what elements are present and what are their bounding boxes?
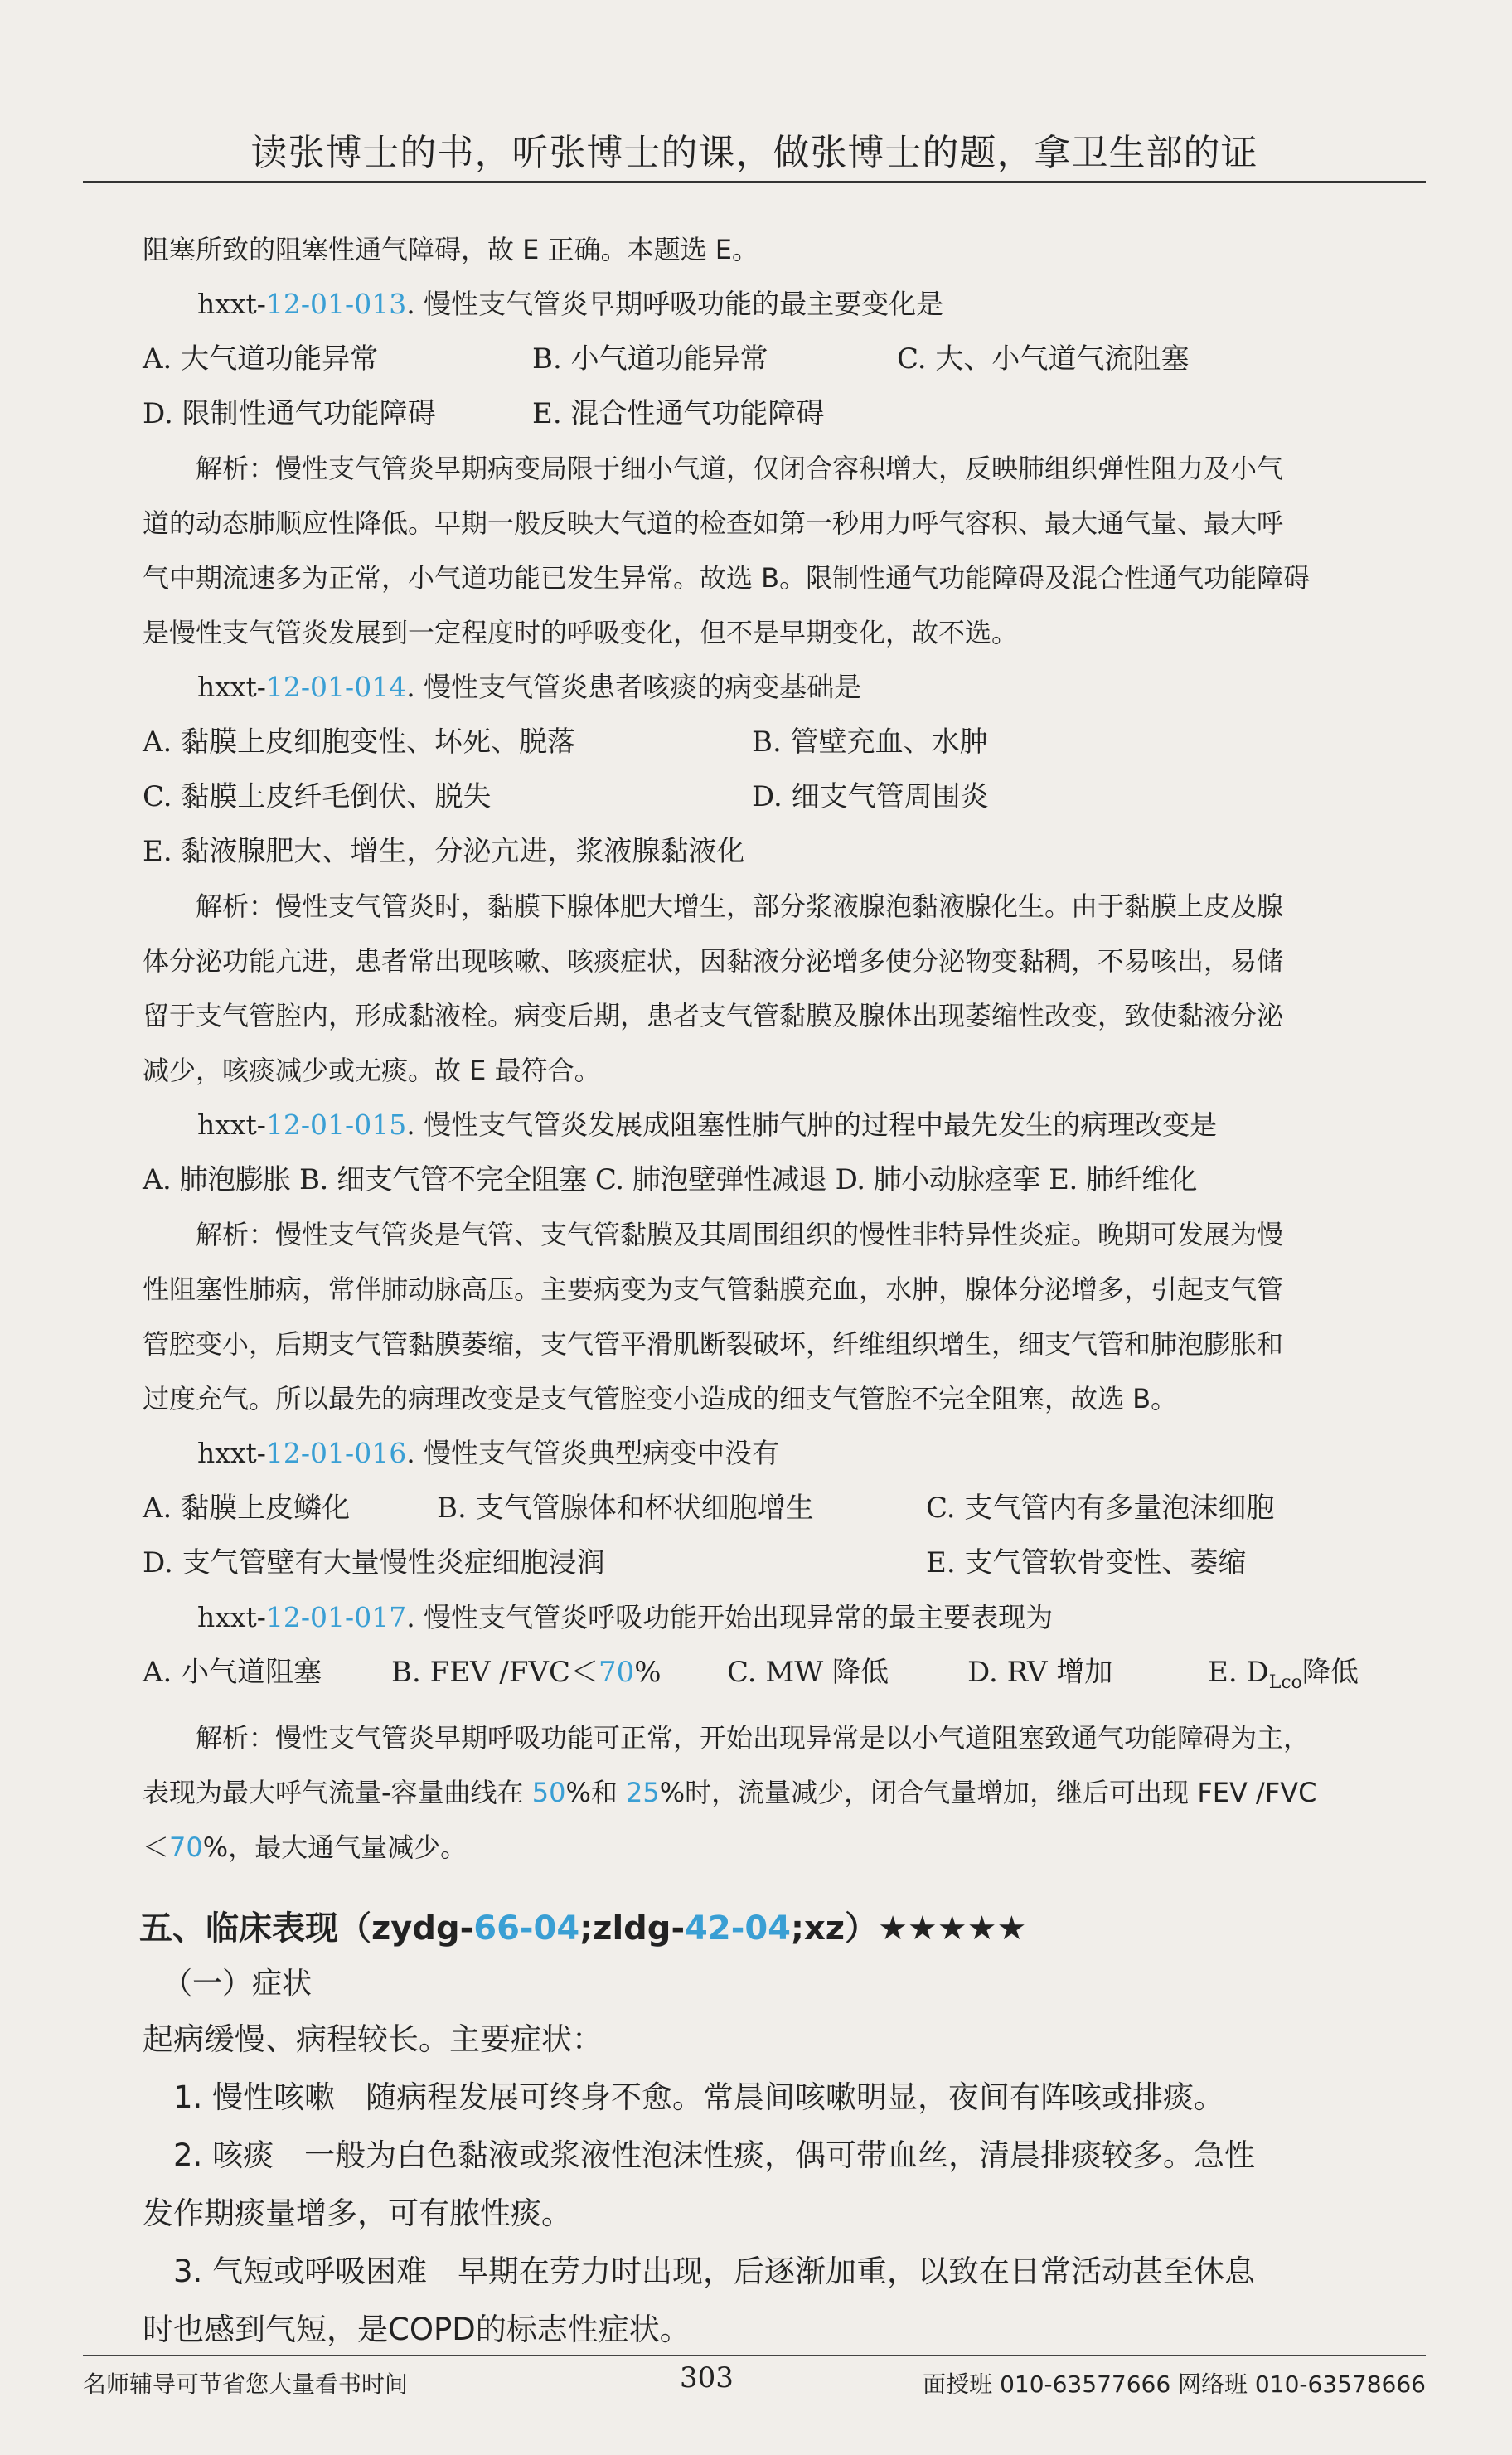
question-id-part: 12: [265, 1437, 301, 1469]
option-c: C. 黏膜上皮纤毛倒伏、脱失: [143, 780, 492, 813]
question-014: [143, 660, 1426, 1098]
page-header-title: 读张博士的书，听张博士的课，做张博士的题，拿卫生部的证: [250, 132, 1258, 174]
question-text: . 慢性支气管炎发展成阻塞性肺气肿的过程中最先发生的病理改变是: [406, 1109, 1218, 1141]
options-row: [143, 1481, 1426, 1536]
option-d: D. 限制性通气功能障碍: [143, 397, 436, 430]
question-id-part: 12: [265, 671, 301, 703]
options-row: [143, 715, 1426, 769]
option-e: E. 混合性通气功能障碍: [532, 397, 825, 430]
option-e: E. 支气管软骨变性、萎缩: [926, 1546, 1247, 1579]
question-id-part: 12: [265, 1109, 301, 1141]
option-b: B. 细支气管不完全阻塞: [298, 1163, 587, 1196]
question-id-prefix: hxxt-: [197, 1437, 266, 1469]
options-row: [143, 1152, 1426, 1207]
body-paragraph: 起病缓慢、病程较长。主要症状：: [143, 2021, 603, 2057]
question-stem: hxxt-12-01-015. 慢性支气管炎发展成阻塞性肺气肿的过程中最先发生的病理改变是: [197, 1109, 1218, 1141]
analysis-line: 性阻塞性肺病，常伴肺动脉高压。主要病变为支气管黏膜充血，水肿，腺体分泌增多，引起支气管: [143, 1274, 1284, 1305]
options-row: [143, 824, 1426, 879]
question-id-part: 016: [354, 1437, 407, 1469]
option-d: D. 细支气管周围炎: [752, 780, 989, 813]
question-text: . 慢性支气管炎呼吸功能开始出现异常的最主要表现为: [406, 1601, 1054, 1633]
options-row: [143, 1536, 1426, 1590]
question-id-part: 01: [310, 1437, 346, 1469]
analysis-line: 过度充气。所以最先的病理改变是支气管腔变小造成的细支气管腔不完全阻塞，故选 B。: [143, 1383, 1178, 1414]
option-e: E. 肺纤维化: [1049, 1163, 1198, 1196]
question-stem: hxxt-12-01-013. 慢性支气管炎早期呼吸功能的最主要变化是: [197, 288, 944, 320]
option-b: B. 管壁充血、水肿: [752, 725, 988, 759]
option-c: C. MW 降低: [727, 1656, 889, 1689]
question-id-prefix: hxxt-: [197, 671, 266, 703]
page-number: 303: [680, 2361, 734, 2394]
analysis-line: 是慢性支气管炎发展到一定程度时的呼吸变化，但不是早期变化，故不选。: [143, 617, 1019, 648]
option-a: A. 肺泡膨胀: [143, 1163, 291, 1196]
symptom-paragraph-cont: 发作期痰量增多，可有脓性痰。: [143, 2195, 572, 2231]
option-d: D. RV 增加: [967, 1656, 1113, 1689]
question-id-part: 01: [310, 1109, 346, 1141]
option-c: C. 大、小气道气流阻塞: [897, 342, 1190, 376]
question-text: . 慢性支气管炎患者咳痰的病变基础是: [406, 671, 862, 703]
question-stem: hxxt-12-01-017. 慢性支气管炎呼吸功能开始出现异常的最主要表现为: [197, 1601, 1054, 1633]
intro-line: 阻塞所致的阻塞性通气障碍，故 E 正确。本题选 E。: [143, 234, 758, 265]
section-heading: 五、临床表现（zydg-66-04;zldg-42-04;xz）★★★★★: [139, 1909, 1027, 1948]
question-id-prefix: hxxt-: [197, 1601, 266, 1633]
question-stem: hxxt-12-01-016. 慢性支气管炎典型病变中没有: [197, 1437, 780, 1469]
question-id-part: 015: [354, 1109, 407, 1141]
question-id-part: 12: [265, 1601, 301, 1633]
question-id-part: 01: [310, 671, 346, 703]
question-id-part: 013: [354, 288, 407, 320]
options-row: [143, 769, 1426, 824]
question-text: . 慢性支气管炎典型病变中没有: [406, 1437, 780, 1469]
analysis-line: 解析：慢性支气管炎早期病变局限于细小气道，仅闭合容积增大，反映肺组织弹性阻力及小气: [196, 453, 1284, 484]
page-content: [139, 222, 1426, 2359]
options-row: [143, 332, 1426, 386]
analysis-line: ＜70%，最大通气量减少。: [143, 1831, 468, 1863]
question-id-part: 01: [310, 288, 346, 320]
symptom-paragraph: 2. 咳痰 一般为白色黏液或浆液性泡沫性痰，偶可带血丝，清晨排痰较多。急性: [173, 2137, 1256, 2173]
symptom-paragraph-cont: 时也感到气短，是COPD的标志性症状。: [143, 2311, 691, 2347]
option-d: D. 肺小动脉痉挛: [835, 1163, 1040, 1196]
analysis-line: 解析：慢性支气管炎时，黏膜下腺体肥大增生，部分浆液腺泡黏液腺化生。由于黏膜上皮及腺: [196, 890, 1284, 922]
option-a: A. 黏膜上皮鳞化: [143, 1492, 351, 1525]
option-c: C. 肺泡壁弹性减退: [594, 1163, 827, 1196]
footer-contact: 面授班 010-63577666 网络班 010-63578666: [923, 2370, 1426, 2398]
question-id-part: 12: [265, 288, 301, 320]
footer-slogan: 名师辅导可节省您大量看书时间: [83, 2370, 409, 2398]
question-015: [143, 1098, 1426, 1426]
option-a: A. 小气道阻塞: [143, 1656, 322, 1689]
question-013: [143, 277, 1426, 660]
question-id-part: 014: [354, 671, 407, 703]
options-row: [143, 386, 1426, 441]
analysis-line: 管腔变小，后期支气管黏膜萎缩，支气管平滑肌断裂破坏，纤维组织增生，细支气管和肺泡膨胀和: [143, 1328, 1284, 1360]
analysis-line: 解析：慢性支气管炎是气管、支气管黏膜及其周围组织的慢性非特异性炎症。晚期可发展为慢: [196, 1219, 1284, 1250]
option-a: A. 黏膜上皮细胞变性、坏死、脱落: [143, 725, 576, 759]
option-d: D. 支气管壁有大量慢性炎症细胞浸润: [143, 1546, 605, 1579]
option-b: B. 支气管腺体和杯状细胞增生: [437, 1492, 814, 1525]
footer-divider: [83, 2355, 1426, 2356]
question-id-prefix: hxxt-: [197, 288, 266, 320]
option-e: E. $D_{Lco}$降低: [1208, 1656, 1359, 1693]
analysis-line: 气中期流速多为正常，小气道功能已发生异常。故选 B。限制性通气功能障碍及混合性通气功能障碍: [143, 562, 1311, 594]
option-a: A. 大气道功能异常: [143, 342, 379, 376]
option-b: B. 小气道功能异常: [532, 342, 768, 376]
option-e: E. 黏液腺肥大、增生，分泌亢进，浆液腺黏液化: [143, 835, 745, 868]
question-id-prefix: hxxt-: [197, 1109, 266, 1141]
symptom-paragraph: 1. 慢性咳嗽 随病程发展可终身不愈。常晨间咳嗽明显，夜间有阵咳或排痰。: [173, 2079, 1225, 2115]
question-id-part: 017: [354, 1601, 407, 1633]
analysis-line: 解析：慢性支气管炎早期呼吸功能可正常，开始出现异常是以小气道阻塞致通气功能障碍为主，: [196, 1721, 1311, 1754]
question-id-part: 01: [310, 1601, 346, 1633]
subsection-heading: （一）症状: [162, 1966, 313, 2001]
question-stem: hxxt-12-01-014. 慢性支气管炎患者咳痰的病变基础是: [197, 671, 862, 703]
header-divider: [83, 181, 1426, 183]
analysis-line: 道的动态肺顺应性降低。早期一般反映大气道的检查如第一秒用力呼气容积、最大通气量、最大呼: [143, 507, 1284, 539]
analysis-line: 减少，咳痰减少或无痰。故 E 最符合。: [143, 1055, 601, 1086]
option-b: B. FEV /FVC＜70%: [391, 1656, 662, 1689]
options-row: [143, 1645, 1426, 1710]
question-016: [143, 1426, 1426, 1590]
option-c: C. 支气管内有多量泡沫细胞: [926, 1492, 1275, 1525]
analysis-line: 表现为最大呼气流量-容量曲线在 50%和 25%时，流量减少，闭合气量增加，继后可出现 FEV /FVC: [143, 1776, 1317, 1808]
question-017: [143, 1590, 1426, 1875]
analysis-line: 留于支气管腔内，形成黏液栓。病变后期，患者支气管黏膜及腺体出现萎缩性改变，致使黏液分泌: [143, 1000, 1284, 1031]
analysis-line: 体分泌功能亢进，患者常出现咳嗽、咳痰症状，因黏液分泌增多使分泌物变黏稠，不易咳出，易储: [143, 945, 1284, 977]
page-footer: [83, 2361, 1426, 2403]
question-text: . 慢性支气管炎早期呼吸功能的最主要变化是: [406, 288, 944, 320]
symptom-paragraph: 3. 气短或呼吸困难 早期在劳力时出现，后逐渐加重，以致在日常活动甚至休息: [173, 2253, 1256, 2289]
